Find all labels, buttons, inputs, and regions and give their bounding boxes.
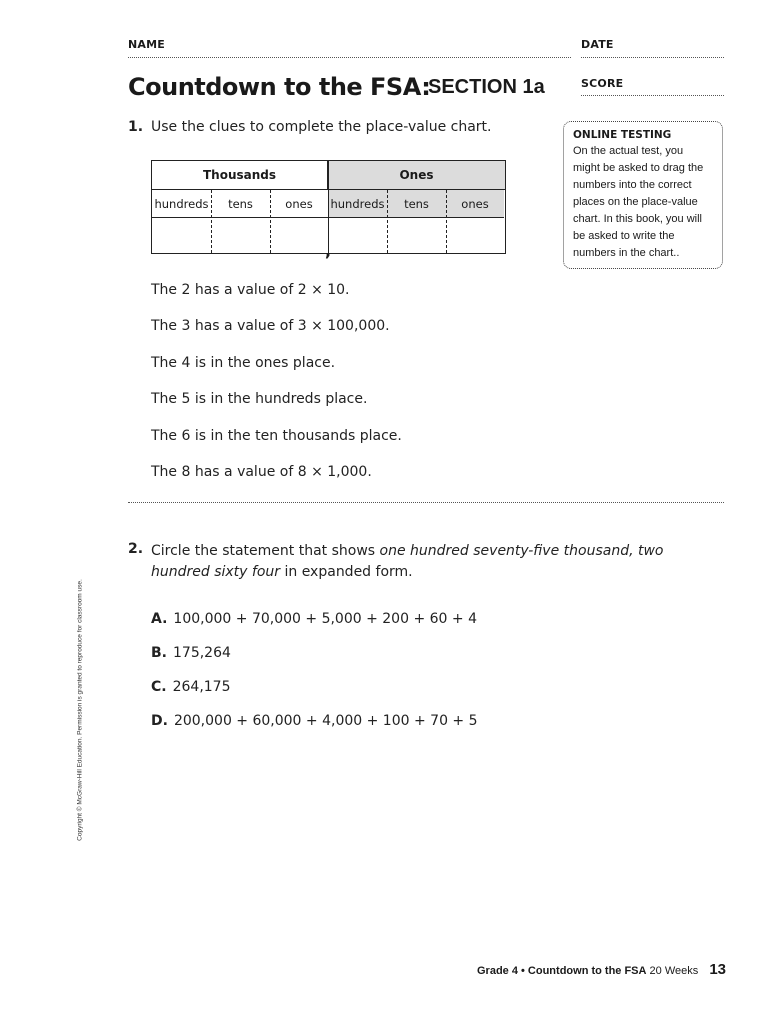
question-2-prompt-end: in expanded form. (280, 564, 413, 580)
section-label: SECTION 1a (428, 76, 545, 98)
answer-cell-thousands-ones[interactable] (270, 218, 328, 253)
score-line[interactable] (581, 95, 724, 96)
thousands-header: Thousands (152, 161, 328, 190)
question-2-number (128, 541, 143, 557)
question-2-prompt-start: Circle the statement that shows (151, 543, 380, 559)
thousands-comma: , (325, 241, 332, 260)
answer-cell-ones-ones[interactable] (446, 218, 504, 253)
date-line[interactable] (581, 57, 724, 58)
option-c-letter: C. (151, 679, 167, 695)
option-b[interactable] (151, 645, 231, 661)
answer-cell-thousands-tens[interactable] (211, 218, 270, 253)
page-title: Countdown to the FSA: (128, 73, 431, 101)
option-a[interactable] (151, 611, 477, 627)
page-footer (477, 961, 726, 978)
clue-3: The 4 is in the ones place. (151, 355, 336, 371)
option-d-text: 200,000 + 60,000 + 4,000 + 100 + 70 + 5 (173, 713, 478, 729)
ones-header: Ones (328, 161, 505, 190)
date-label: DATE (581, 38, 614, 51)
section-divider (128, 502, 724, 503)
option-b-letter: B. (151, 645, 167, 661)
question-1-number: 1. (128, 119, 144, 135)
option-d[interactable] (151, 713, 478, 729)
option-c[interactable] (151, 679, 231, 695)
clue-6: The 8 has a value of 8 × 1,000. (151, 464, 372, 480)
clue-4: The 5 is in the hundreds place. (151, 391, 368, 407)
column-divider (211, 190, 212, 253)
question-1-prompt: Use the clues to complete the place-value chart. (151, 119, 492, 135)
option-a-text: 100,000 + 70,000 + 5,000 + 200 + 60 + 4 (173, 611, 477, 627)
footer-weeks: 20 Weeks (649, 965, 699, 977)
question-1 (128, 119, 143, 135)
column-header-ones-tens: tens (387, 190, 446, 218)
online-testing-body: On the actual test, you might be asked to drag the numbers into the correct places on the place-value chart. In this book, you will be asked to write the numbers in the chart.. (573, 145, 704, 259)
answer-cell-thousands-hundreds[interactable] (152, 218, 211, 253)
question-2-prompt (151, 541, 681, 583)
option-b-text: 175,264 (173, 645, 231, 661)
name-label: NAME (128, 38, 165, 51)
column-header-ones-hundreds: hundreds (328, 190, 387, 218)
name-line[interactable] (128, 57, 571, 58)
option-c-text: 264,175 (172, 679, 231, 695)
place-value-chart (151, 160, 506, 260)
option-d-letter: D. (151, 713, 168, 729)
column-header-ones-ones: ones (446, 190, 504, 218)
answer-cell-ones-tens[interactable] (387, 218, 446, 253)
column-divider (446, 190, 447, 253)
column-divider (387, 190, 388, 253)
answer-cell-ones-hundreds[interactable] (328, 218, 387, 253)
column-header-thousands-hundreds: hundreds (152, 190, 211, 218)
footer-series: Grade 4 • Countdown to the FSA (477, 965, 647, 977)
option-a-letter: A. (151, 611, 168, 627)
copyright-notice: Copyright © McGraw-Hill Education. Permission is granted to reproduce for classroom use. (76, 579, 84, 841)
column-header-thousands-ones: ones (270, 190, 328, 218)
score-label: SCORE (581, 77, 624, 90)
clue-1: The 2 has a value of 2 × 10. (151, 282, 350, 298)
clue-2: The 3 has a value of 3 × 100,000. (151, 318, 390, 334)
page-number: 13 (709, 961, 726, 978)
question-2-prompt-number-words: one hundred seventy-five thousand, two hundred sixty four (151, 543, 664, 580)
column-header-thousands-tens: tens (211, 190, 270, 218)
clue-5: The 6 is in the ten thousands place. (151, 428, 402, 444)
question-2-number-text: 2. (128, 541, 144, 557)
column-divider (270, 190, 271, 253)
period-divider (328, 161, 329, 253)
online-testing-title: ONLINE TESTING (573, 129, 672, 141)
online-testing-note (563, 121, 723, 269)
